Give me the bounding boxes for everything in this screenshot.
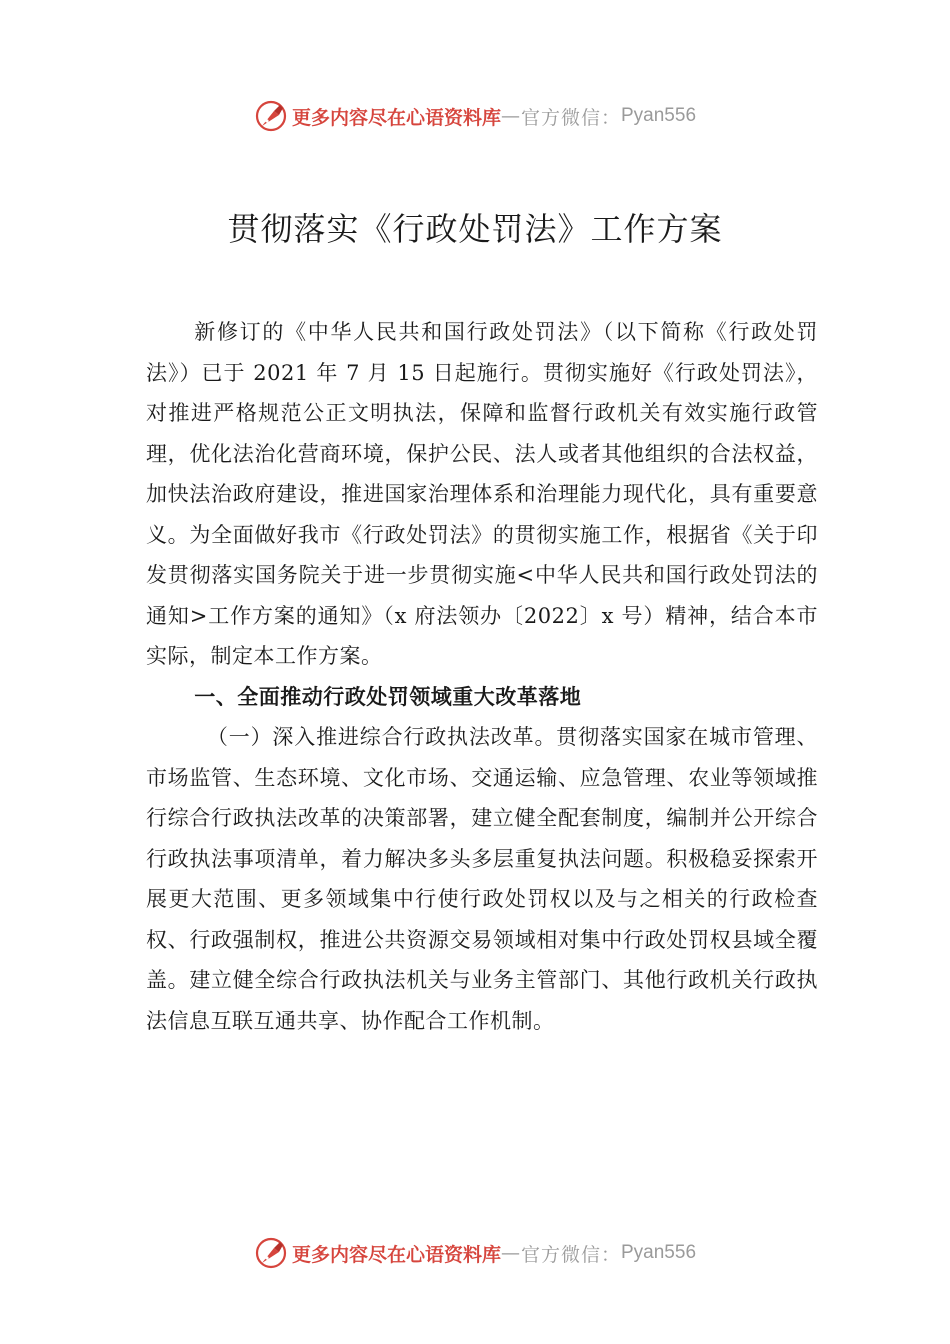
watermark-wechat-label: 官方微信： <box>520 1243 621 1266</box>
document-body <box>146 312 818 1041</box>
watermark-brand-text: 更多内容尽在心语资料库 <box>291 106 501 129</box>
pen-nib-logo-icon <box>254 1236 288 1270</box>
watermark-wechat-id: Pyan556 <box>621 1242 697 1263</box>
watermark-wechat-label: 官方微信： <box>520 106 621 129</box>
document-title: 贯彻落实《行政处罚法》工作方案 <box>227 210 723 248</box>
watermark-brand-text: 更多内容尽在心语资料库 <box>291 1243 501 1266</box>
watermark-dash: — <box>500 1242 521 1264</box>
intro-paragraph: 新修订的《中华人民共和国行政处罚法》（以下简称《行政处罚法》）已于 2021 年 7 月 15 日起施行。贯彻实施好《行政处罚法》，对推进严格规范公正文明执法，保障和监督行政机关有效实施行政管理，优化法治化营商环境，保护公民、法人或者其他组织的合法权益，加快法治政府建设，推进国家治理体系和治理能力现代化，具有重要意义。为全面做好我市《行政处罚法》的贯彻实施工作，根据省《关于印发贯彻落实国务院关于进一步贯彻实施<中华人民共和国行政处罚法的通知>工作方案的通知》（x 府法领办〔2022〕x 号）精神，结合本市实际，制定本工作方案。 <box>146 320 818 668</box>
watermark-dash: — <box>500 105 521 127</box>
section-item-paragraph: （一）深入推进综合行政执法改革。贯彻落实国家在城市管理、市场监管、生态环境、文化市场、交通运输、应急管理、农业等领域推行综合行政执法改革的决策部署，建立健全配套制度，编制并公开综合行政执法事项清单，着力解决多头多层重复执法问题。积极稳妥探索开展更大范围、更多领域集中行使行政处罚权以及与之相关的行政检查权、行政强制权，推进公共资源交易领域相对集中行政处罚权县域全覆盖。建立健全综合行政执法机关与业务主管部门、其他行政机关行政执法信息互联互通共享、协作配合工作机制。 <box>146 725 818 1033</box>
footer-watermark <box>0 1233 950 1273</box>
section-heading: 一、全面推动行政处罚领域重大改革落地 <box>194 684 582 709</box>
watermark-wechat-id: Pyan556 <box>621 105 697 126</box>
header-watermark <box>0 96 950 136</box>
pen-nib-logo-icon <box>254 99 288 133</box>
